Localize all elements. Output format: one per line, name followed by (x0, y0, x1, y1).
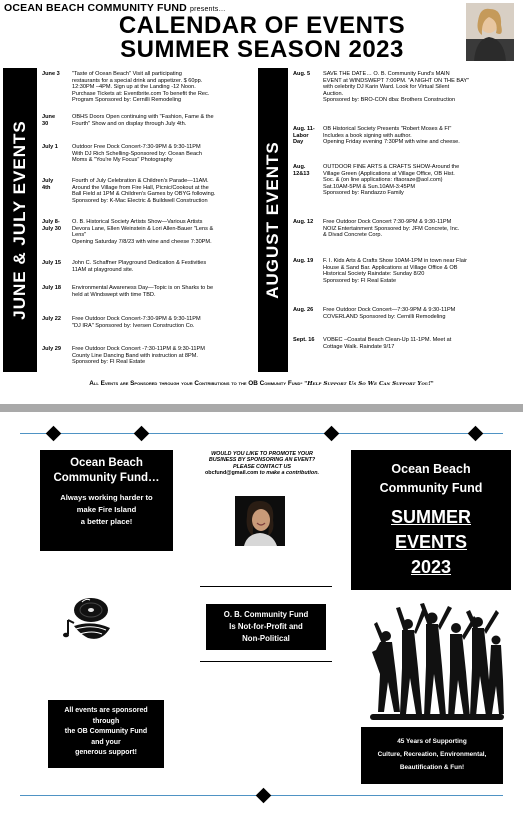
not-for-profit-box: O. B. Community Fund Is Not-for-Profit and Non-Political (206, 604, 326, 650)
event-date: June 30 (42, 114, 56, 127)
event-description: Free Outdoor Dock Concert-7:30-9PM & 9:30-11PM "DJ IRA" Sponsored by: Iversen Construction Co. (72, 316, 201, 329)
dancing-silhouettes-icon (370, 602, 504, 724)
event-description: F. I. Kids Arts & Crafts Show 10AM-1PM in town near Flair House & Sand Bar. Applications at Village Office & OB Historical Society Raindate: Sunday 8/20 Sponsored by: FI Real Estate (323, 258, 467, 284)
summer-events-box: Ocean Beach Community Fund SUMMER EVENTS 2023 (351, 450, 511, 590)
divider-line (20, 433, 503, 434)
diamond-icon (324, 426, 340, 442)
event-description: Environmental Awareness Day—Topic is on Sharks to be held at Windswept with time TBD. (72, 285, 214, 298)
event-date: Aug. 12 (293, 219, 314, 225)
event-date: July 4th (42, 178, 54, 191)
community-fund-box: Ocean Beach Community Fund… Always working harder to make Fire Island a better place! (40, 450, 173, 551)
event-date: Aug. 19 (293, 258, 314, 264)
event-photo (466, 3, 514, 61)
event-date: July 1 (42, 144, 58, 150)
divider-line (200, 586, 332, 587)
diamond-icon (46, 426, 62, 442)
event-date: Sept. 16 (293, 337, 315, 343)
event-date: June 3 (42, 71, 60, 77)
event-date: Aug. 12&13 (293, 164, 310, 177)
sponsored-events-box: All events are sponsored through the OB Community Fund and your generous support! (48, 700, 164, 768)
contact-email[interactable]: obcfund@gmail.com (205, 470, 259, 477)
event-description: Fourth of July Celebration & Children's Parade—11AM. Around the Village from Fire Hall, Picnic/Cookout at the Ball Field at 1PM & Children's Games by OBYG following. Sponsored by: K-Mac Electric & Buildwell Construction (72, 178, 216, 204)
org-name: OCEAN BEACH COMMUNITY FUND presents… (4, 2, 226, 14)
sponsor-footer: All Events are Sponsored through your Contributions to the OB Community Fund- "Help Support Us So We Can Support You!" (89, 380, 434, 387)
woman-portrait (235, 496, 285, 546)
june-july-label: JUNE & JULY EVENTS (10, 120, 29, 320)
divider-line (200, 661, 332, 662)
divider-bar (0, 404, 523, 412)
event-description: VOBEC –Coastal Beach Clean-Up 11-1PM. Meet at Cottage Walk. Raindate 9/17 (323, 337, 452, 350)
event-date: July 8- July 30 (42, 219, 61, 232)
event-date: July 15 (42, 260, 61, 266)
event-description: O. B. Historical Society Artists Show—Various Artists Devora Lane, Ellen Weinstein & Lori Allen-Bauer "Lens & Lens" Opening Saturday 7/8/23 with wine and cheese 7:30PM. (72, 219, 214, 245)
event-date: Aug. 5 (293, 71, 311, 77)
event-description: SAVE THE DATE… O. B. Community Fund's MAIN EVENT at WINDSWEPT 7:00PM. "A NIGHT ON THE BAY" with celebrity DJ Karin Ward. Look for Virtual Silent Auction. Sponsored by: BRO-CON dba: Brothers Construction (323, 71, 470, 104)
event-date: July 22 (42, 316, 61, 322)
season-title: SUMMER SEASON 2023 (120, 36, 404, 63)
music-vinyl-icon (58, 596, 118, 646)
diamond-icon (134, 426, 150, 442)
event-description: Free Outdoor Dock Concert -7:30-11PM & 9:30-11PM County Line Dancing Band with instruction at 8PM. Sponsored by: FI Real Estate (72, 346, 205, 366)
diamond-icon (256, 788, 272, 804)
event-description: Free Outdoor Dock Concert 7:30-9PM & 9:30-11PM NOIZ Entertainment Sponsored by: JFM Concrete, Inc. & Divad Concrete Corp. (323, 219, 460, 239)
event-description: "Taste of Ocean Beach" Visit all participating restaurants for a special drink and appetizer. $ 60pp. 12:30PM –4PM. Sign up at the Landing -12 Noon. Purchase Tickets at: Eventbrite.com To benefit the Rec. Program Sponsored by: Cernilli Remodeling (72, 71, 210, 104)
event-description: OUTDOOR FINE ARTS & CRAFTS SHOW-Around the Village Green (Applications at Village Office, OB Hist. Soc. & (on line applications: rltaoraze@aol.com) Sat.10AM-5PM & Sun.10AM-3:45PM Sponsored by: Randazzo Family (323, 164, 460, 197)
june-july-band (3, 68, 37, 372)
event-date: July 29 (42, 346, 61, 352)
august-band (258, 68, 288, 372)
presents-text: presents… (190, 6, 226, 13)
event-date: Aug. 11- Labor Day (293, 126, 315, 146)
event-description: Outdoor Free Dock Concert-7:30-9PM & 9:30-11PM With DJ Rich Schelling-Sponsored by: Ocean Beach Moms & "You're My Focus" Photography (72, 144, 202, 164)
diamond-icon (468, 426, 484, 442)
event-date: Aug. 26 (293, 307, 314, 313)
event-date: July 18 (42, 285, 61, 291)
event-description: OB Historical Society Presents "Robert Moses & FI" Includes a book signing with author. Opening Friday evening 7:30PM with wine and cheese. (323, 126, 460, 146)
event-description: Free Outdoor Dock Concert—7:30-9PM & 9:30-11PM COVERLAND Sponsored by: Cernilli Remodeling (323, 307, 456, 320)
slogan: "Help Support Us So We Can Support You!" (304, 381, 434, 387)
event-description: OBHS Doors Open continuing with "Fashion, Fame & the Fourth" Show and on display through July 4th. (72, 114, 214, 127)
event-description: John C. Schaffner Playground Dedication & Festivities 11AM at playground site. (72, 260, 207, 273)
august-label: AUGUST EVENTS (263, 141, 282, 299)
anniversary-box: 45 Years of Supporting Culture, Recreation, Environmental, Beautification & Fun! (361, 727, 503, 784)
sponsorship-promo: WOULD YOU LIKE TO PROMOTE YOUR BUSINESS BY SPONSORING AN EVENT? PLEASE CONTACT US obcfund@gmail.com to make a contribution. (205, 451, 319, 477)
calendar-title: CALENDAR OF EVENTS (118, 12, 406, 39)
